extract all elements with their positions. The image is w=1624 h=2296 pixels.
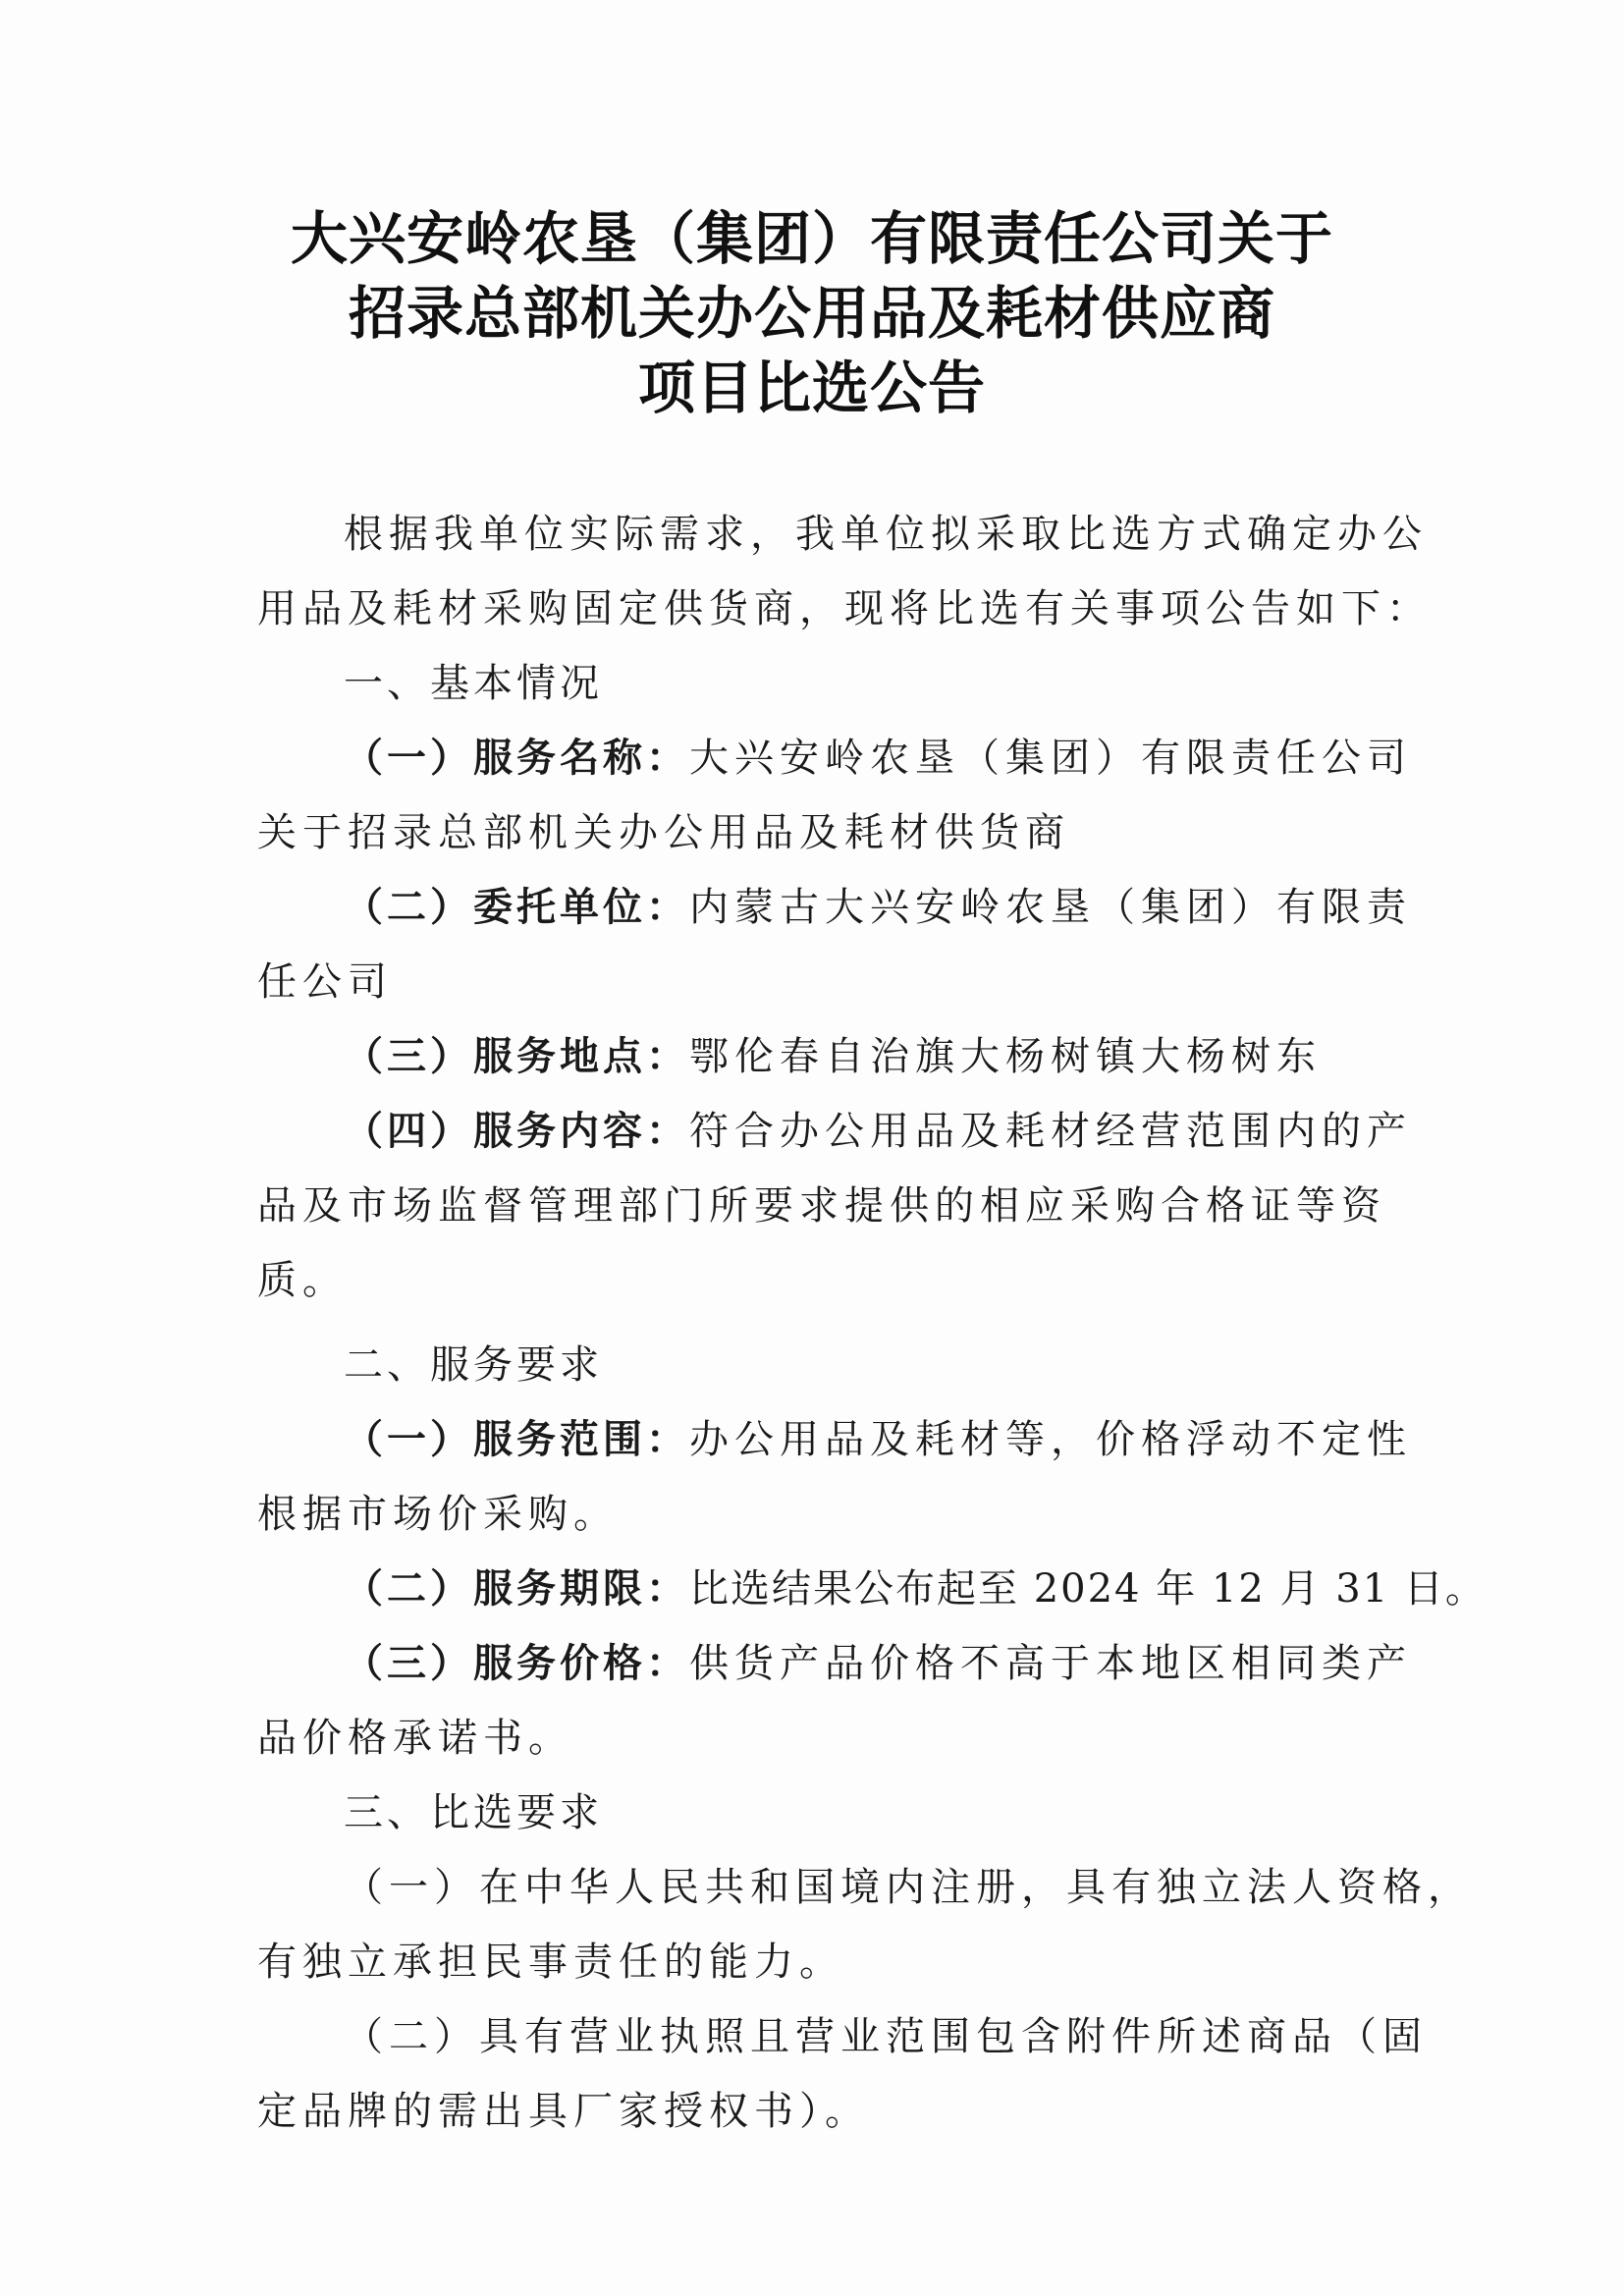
- s1-item3-text: 鄂伦春自治旗大杨树镇大杨树东: [689, 1034, 1322, 1079]
- s1-item2-text: 内蒙古大兴安岭农垦（集团）有限责: [689, 885, 1412, 930]
- s1-item4-line3: 质。: [257, 1258, 348, 1303]
- s1-item1-label: （一）服务名称：: [344, 736, 689, 781]
- s3-item1-line1: （一）在中华人民共和国境内注册，具有独立法人资格，: [344, 1865, 1473, 1910]
- s3-item2-line2: 定品牌的需出具厂家授权书）。: [257, 2089, 870, 2134]
- s1-item3-label: （三）服务地点：: [344, 1034, 689, 1079]
- title-line-1: 大兴安岭农垦（集团）有限责任公司关于: [290, 205, 1333, 272]
- s1-item1-line1: [257, 721, 1412, 795]
- document-body: [257, 497, 1487, 2149]
- s1-item1-line2: 关于招录总部机关办公用品及耗材供货商: [257, 810, 1070, 855]
- section-heading-basic: 一、基本情况: [344, 661, 603, 706]
- section-heading-service: 二、服务要求: [344, 1342, 603, 1388]
- s1-item2-line2: 任公司: [257, 959, 393, 1005]
- s2-item2-line1: [257, 1552, 1487, 1626]
- s2-item3-line2: 品价格承诺书。: [257, 1716, 573, 1761]
- intro-line-2: 用品及耗材采购固定供货商，现将比选有关事项公告如下：: [257, 586, 1432, 631]
- s3-item1-line2: 有独立承担民事责任的能力。: [257, 1940, 844, 1985]
- s2-item2-text: 比选结果公布起至 2024 年 12 月 31 日。: [689, 1566, 1487, 1612]
- s2-item1-text: 办公用品及耗材等，价格浮动不定性: [689, 1417, 1412, 1462]
- title-line-2: 招录总部机关办公用品及耗材供应商: [348, 280, 1275, 347]
- s2-item2-label: （二）服务期限：: [344, 1566, 689, 1612]
- intro-line-1: 根据我单位实际需求，我单位拟采取比选方式确定办公: [344, 512, 1428, 557]
- s1-item4-label: （四）服务内容：: [344, 1109, 689, 1154]
- s1-item4-line1: [257, 1094, 1412, 1169]
- s2-item3-line1: [257, 1626, 1412, 1701]
- s1-item2-label: （二）委托单位：: [344, 885, 689, 930]
- s1-item4-text: 符合办公用品及耗材经营范围内的产: [689, 1109, 1412, 1154]
- s3-item2-line1: （二）具有营业执照且营业范围包含附件所述商品（固: [344, 2014, 1428, 2059]
- s1-item4-line2: 品及市场监督管理部门所要求提供的相应采购合格证等资: [257, 1183, 1386, 1229]
- s2-item3-label: （三）服务价格：: [344, 1641, 689, 1686]
- title-line-3: 项目比选公告: [637, 355, 986, 421]
- s2-item3-text: 供货产品价格不高于本地区相同类产: [689, 1641, 1412, 1686]
- s1-item2-line1: [257, 870, 1412, 945]
- section-heading-requirements: 三、比选要求: [344, 1790, 603, 1835]
- s1-item3-line1: [257, 1019, 1386, 1094]
- s1-item1-text: 大兴安岭农垦（集团）有限责任公司: [689, 736, 1412, 781]
- s2-item1-line1: [257, 1402, 1412, 1477]
- s2-item1-label: （一）服务范围：: [344, 1417, 689, 1462]
- s2-item1-line2: 根据市场价采购。: [257, 1492, 619, 1537]
